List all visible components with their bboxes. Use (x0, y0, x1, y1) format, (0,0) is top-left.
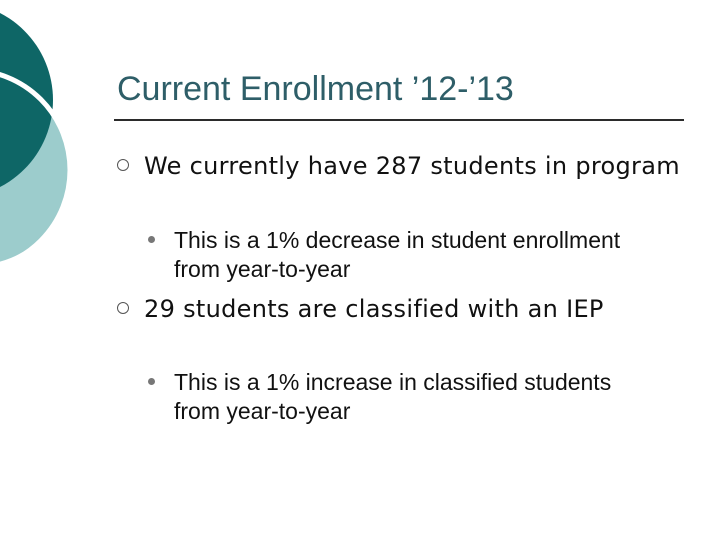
sub-bullet-text: This is a 1% increase in classified students from year-to-year (174, 369, 612, 424)
slide-title: Current Enrollment ’12-’13 (117, 70, 514, 108)
filled-dot-bullet-icon (148, 236, 155, 243)
bullet-text: 29 students are classified with an IEP (144, 295, 604, 323)
hollow-circle-bullet-icon (117, 302, 129, 314)
hollow-circle-bullet-icon (117, 159, 129, 171)
title-divider (114, 119, 684, 121)
bullet-text: We currently have 287 students in program (144, 152, 680, 180)
filled-dot-bullet-icon (148, 378, 155, 385)
sub-bullet-text: This is a 1% decrease in student enrollment from year-to-year (174, 227, 621, 282)
decorative-circles (0, 0, 120, 300)
